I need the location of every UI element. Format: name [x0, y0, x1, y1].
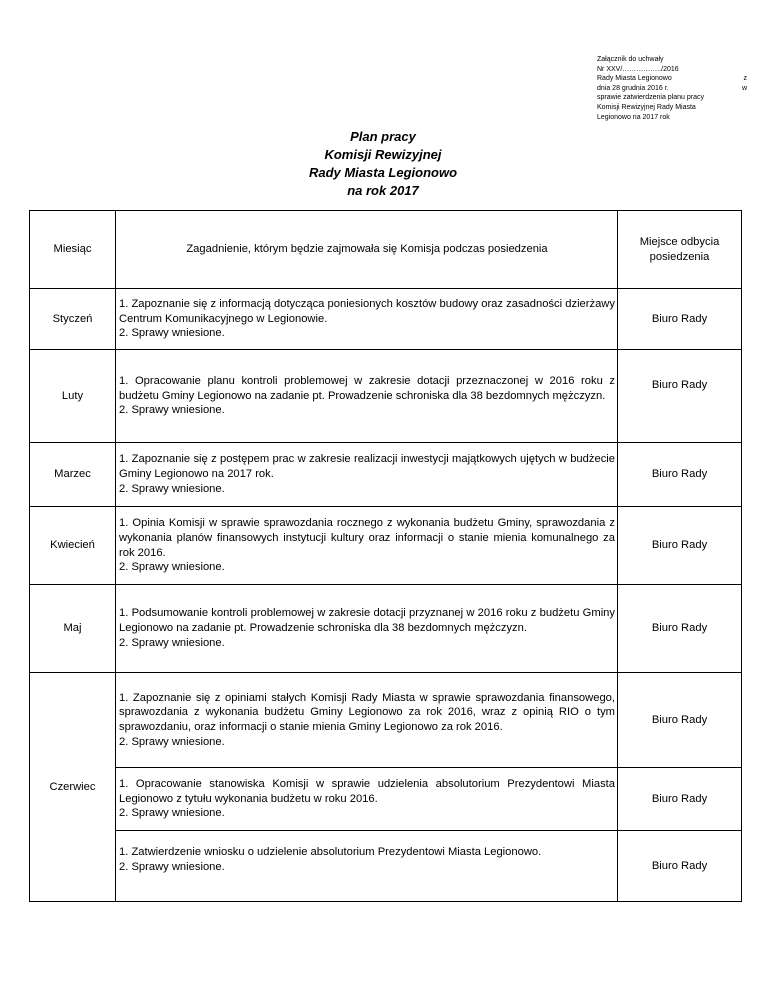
table-header-row	[30, 211, 742, 289]
header-place: Miejsce odbycia posiedzenia	[618, 211, 742, 289]
annex-note	[597, 55, 747, 122]
row-topic: 1. Zapoznanie się z informacją dotycząca poniesionych kosztów budowy oraz zasadności dzierżawy Centrum Komunikacyjnego w Legionowie. 2. Sprawy wniesione.	[116, 289, 618, 350]
row-place: Biuro Rady	[618, 768, 742, 831]
title-line: na rok 2017	[347, 183, 419, 198]
table-row	[30, 768, 742, 831]
table-row	[30, 507, 742, 585]
row-place: Biuro Rady	[618, 289, 742, 350]
row-month: Luty	[30, 350, 116, 443]
row-topic: 1. Zapoznanie się z postępem prac w zakresie realizacji inwestycji majątkowych ujętych w budżecie Gminy Legionowo na 2017 rok. 2. Sprawy wniesione.	[116, 443, 618, 507]
work-plan-table	[29, 210, 742, 902]
header-month: Miesiąc	[30, 211, 116, 289]
row-topic: 1. Zapoznanie się z opiniami stałych Komisji Rady Miasta w sprawie sprawozdania finansowego, sprawozdania z wykonania budżetu Gminy Legionowo za rok 2016, wraz z opinią RIO o tym sprawozdaniu, oraz informacji o stanie mienia Gminy Legionowo za rok 2016. 2. Sprawy wniesione.	[116, 673, 618, 768]
annex-line: sprawie zatwierdzenia planu pracy	[597, 94, 704, 102]
title-line: Plan pracy	[350, 129, 416, 144]
row-topic: 1. Opinia Komisji w sprawie sprawozdania rocznego z wykonania budżetu Gminy, sprawozdania z wykonania planów finansowych instytucji kultury oraz informacji o stanie mienia komunalnego za rok 2016. 2. Sprawy wniesione.	[116, 507, 618, 585]
row-topic: 1. Opracowanie stanowiska Komisji w sprawie udzielenia absolutorium Prezydentowi Miasta Legionowo z tytułu wykonania budżetu w roku 2016. 2. Sprawy wniesione.	[116, 768, 618, 831]
row-place: Biuro Rady	[618, 443, 742, 507]
header-topic: Zagadnienie, którym będzie zajmowała się Komisja podczas posiedzenia	[116, 211, 618, 289]
annex-line: Legionowo na 2017 rok	[597, 113, 670, 121]
table-row	[30, 585, 742, 673]
table-row	[30, 289, 742, 350]
row-month: Maj	[30, 585, 116, 673]
row-topic: 1. Podsumowanie kontroli problemowej w zakresie dotacji przyznanej w 2016 roku z budżetu Gminy Legionowo na zadanie pt. Prowadzenie schroniska dla 38 bezdomnych mężczyzn. 2. Sprawy wniesione.	[116, 585, 618, 673]
annex-line: dnia 28 grudnia 2016 r. w	[597, 84, 747, 92]
annex-line: Nr XXV/……………../2016	[597, 65, 679, 73]
row-place: Biuro Rady	[618, 585, 742, 673]
page-title	[230, 128, 536, 200]
row-place: Biuro Rady	[618, 507, 742, 585]
annex-line: Rady Miasta Legionowo z	[597, 75, 747, 83]
row-month: Marzec	[30, 443, 116, 507]
row-place: Biuro Rady	[618, 831, 742, 902]
table-row	[30, 443, 742, 507]
row-month: Styczeń	[30, 289, 116, 350]
annex-line: Komisji Rewizyjnej Rady Miasta	[597, 103, 696, 111]
title-line: Komisji Rewizyjnej	[324, 147, 442, 162]
row-topic: 1. Zatwierdzenie wniosku o udzielenie absolutorium Prezydentowi Miasta Legionowo. 2. Sprawy wniesione.	[116, 831, 618, 902]
table-row	[30, 831, 742, 902]
row-place: Biuro Rady	[618, 673, 742, 768]
annex-line: Załącznik do uchwały	[597, 56, 664, 63]
row-topic: 1. Opracowanie planu kontroli problemowej w zakresie dotacji przeznaczonej w 2016 roku z budżetu Gminy Legionowo na zadanie pt. Prowadzenie schroniska dla 38 bezdomnych mężczyzn. 2. Sprawy wniesione.	[116, 350, 618, 443]
row-month: Kwiecień	[30, 507, 116, 585]
row-month: Czerwiec	[30, 673, 116, 902]
row-place: Biuro Rady	[618, 350, 742, 443]
title-line: Rady Miasta Legionowo	[308, 165, 458, 180]
table-row	[30, 673, 742, 768]
table-row	[30, 350, 742, 443]
